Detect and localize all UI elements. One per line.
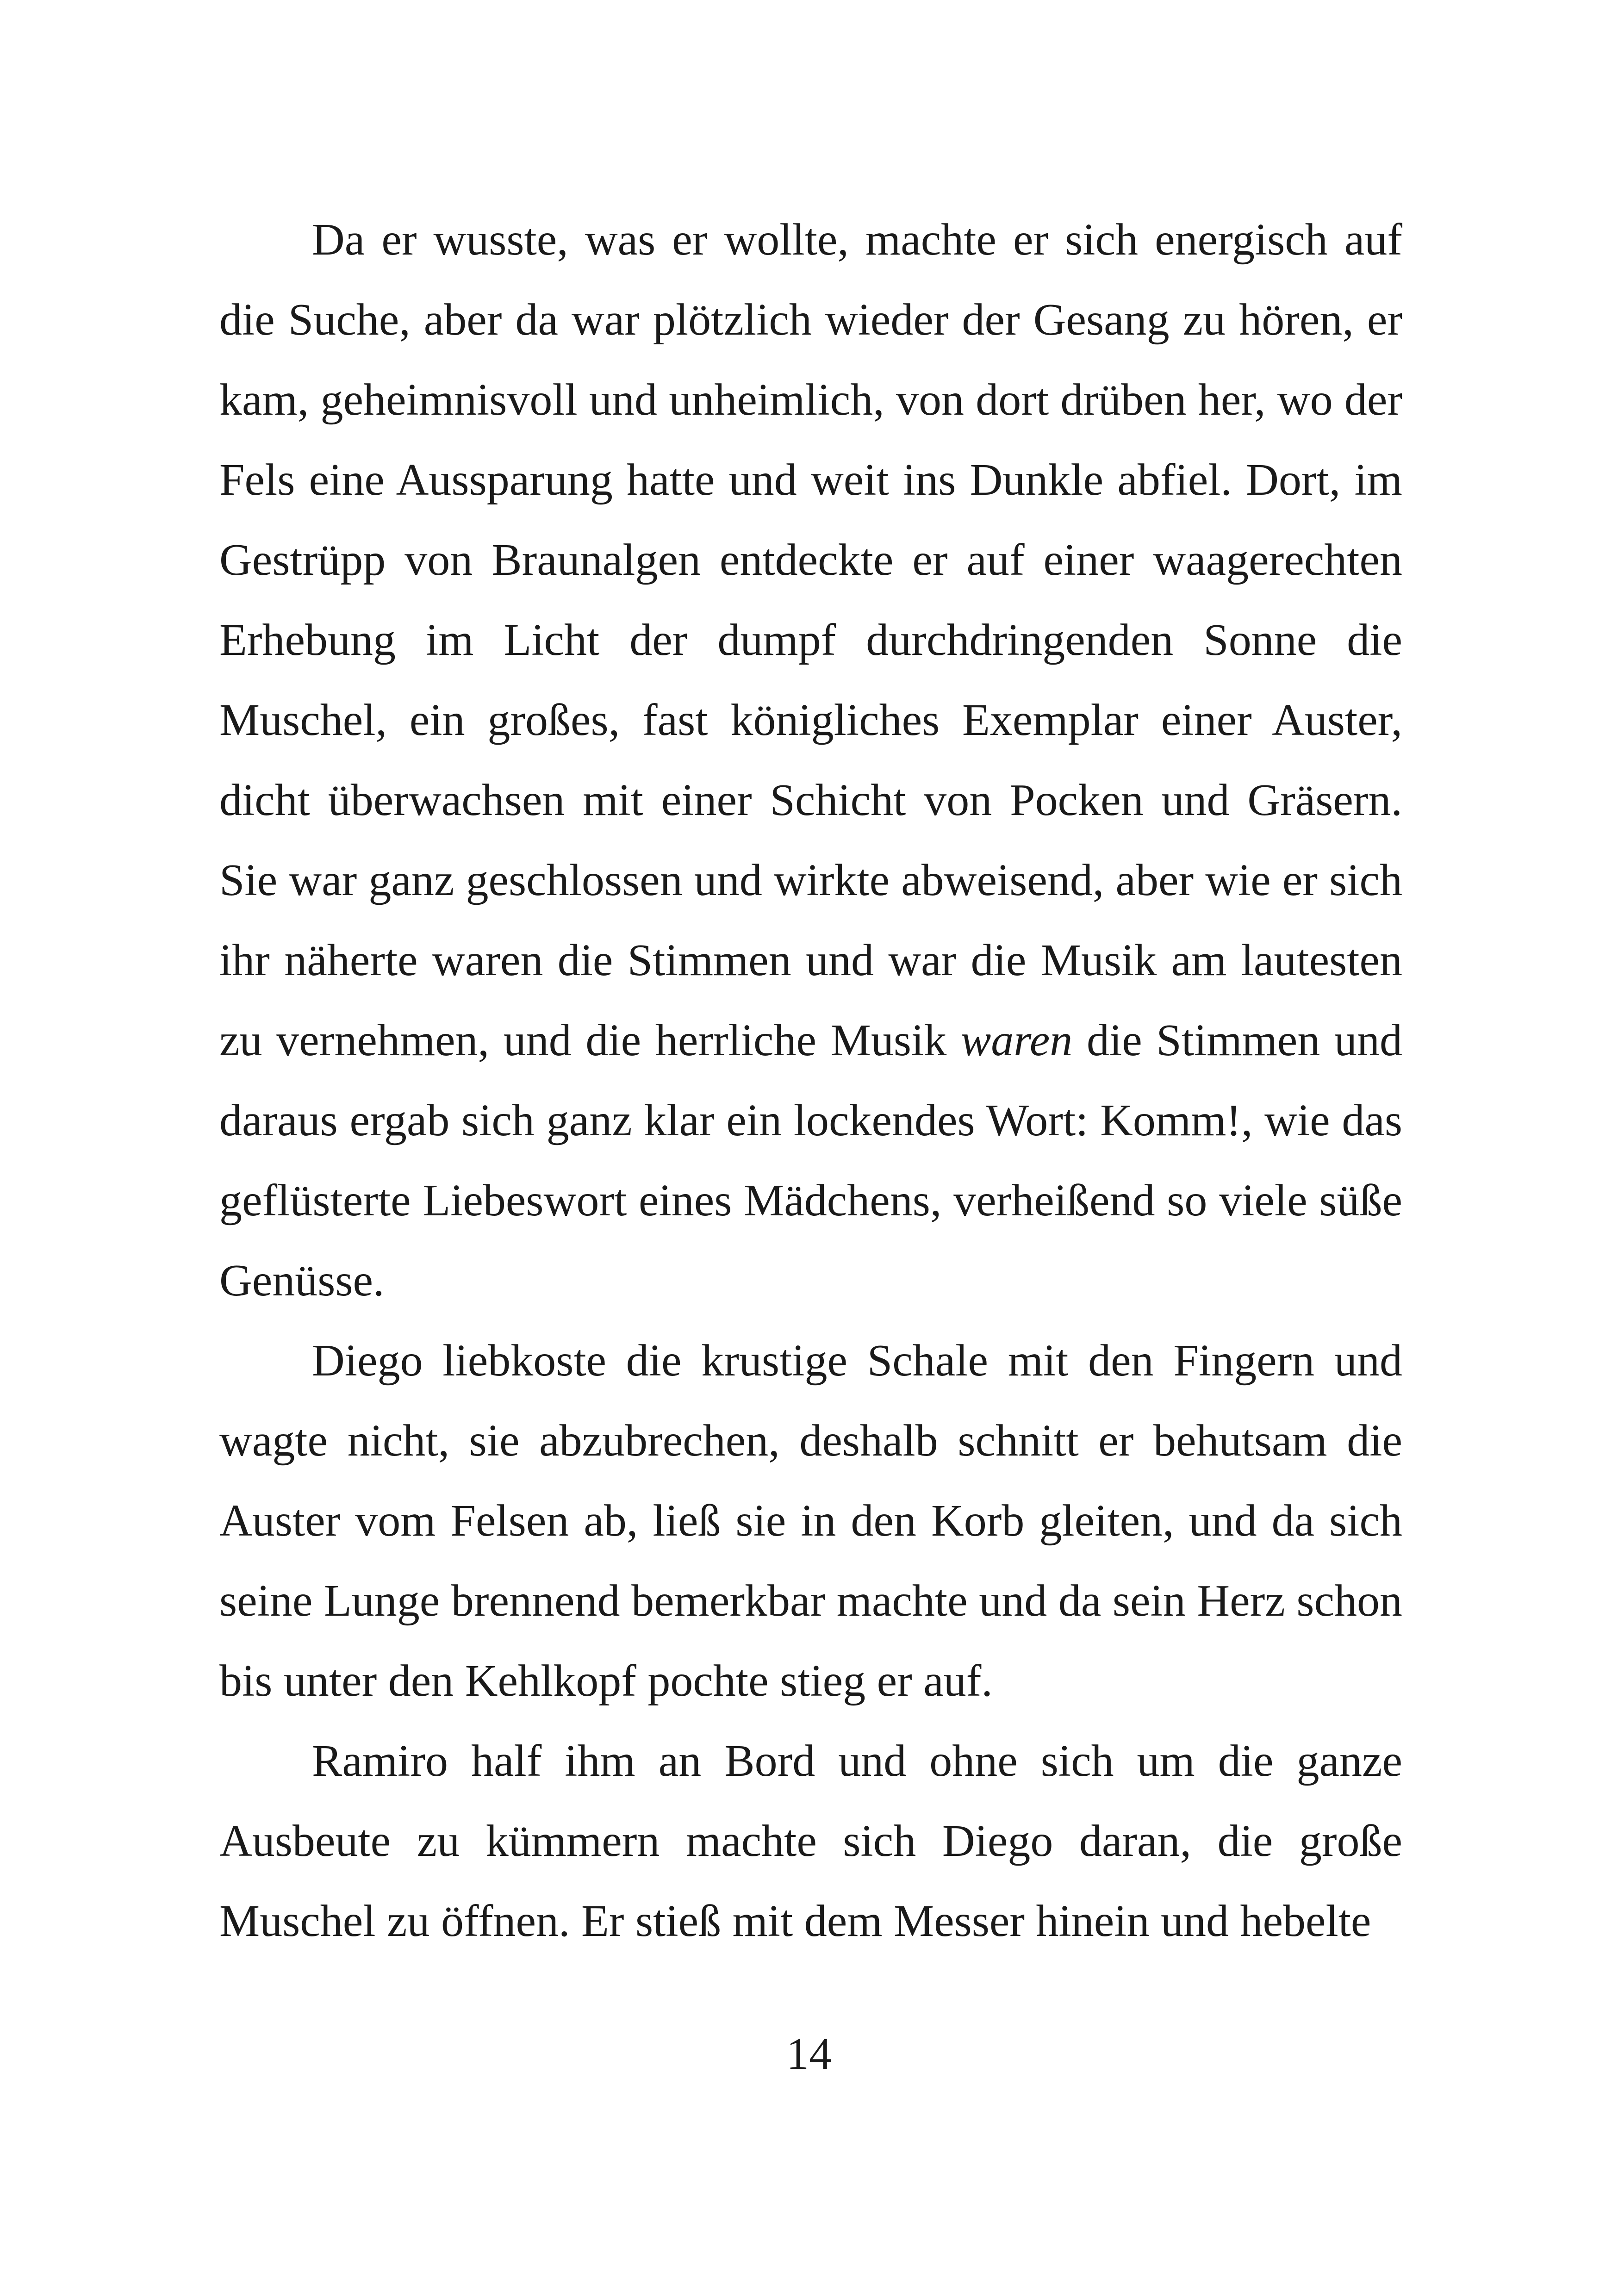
emphasized-word: waren [960,1015,1073,1065]
body-text [219,200,1402,1961]
paragraph-1-text-after: die Stimmen und daraus ergab sich ganz klar ein lockendes Wort: Komm!, wie das geflüsterte Liebeswort eines Mädchens, verheißend so viele süße Genüsse. [219,1015,1402,1306]
paragraph-2: Diego liebkoste die krustige Schale mit den Fingern und wagte nicht, sie abzubrechen, deshalb schnitt er behutsam die Auster vom Felsen ab, ließ sie in den Korb gleiten, und da sich seine Lunge brennend bemerkbar machte und da sein Herz schon bis unter den Kehlkopf pochte stieg er auf. [219,1336,1402,1706]
paragraph-1 [219,200,1402,1321]
page-number: 14 [786,2029,832,2079]
paragraph-3: Ramiro half ihm an Bord und ohne sich um die ganze Ausbeute zu kümmern machte sich Diego daran, die große Muschel zu öffnen. Er stieß mit dem Messer hinein und hebelte [219,1736,1402,1946]
paragraph-1-text-before: Da er wusste, was er wollte, machte er sich energisch auf die Suche, aber da war plötzlich wieder der Gesang zu hören, er kam, geheimnisvoll und unheimlich, von dort drüben her, wo der Fels eine Aussparung hatte und weit ins Dunkle abfiel. Dort, im Gestrüpp von Braunalgen entdeckte er auf einer waagerechten Erhebung im Licht der dumpf durchdringenden Sonne die Muschel, ein großes, fast königliches Exemplar einer Auster, dicht überwachsen mit einer Schicht von Pocken und Gräsern. Sie war ganz geschlossen und wirkte abweisend, aber wie er sich ihr näherte waren die Stimmen und war die Musik am lautesten zu vernehmen, und die herrliche Musik [219,215,1402,1065]
